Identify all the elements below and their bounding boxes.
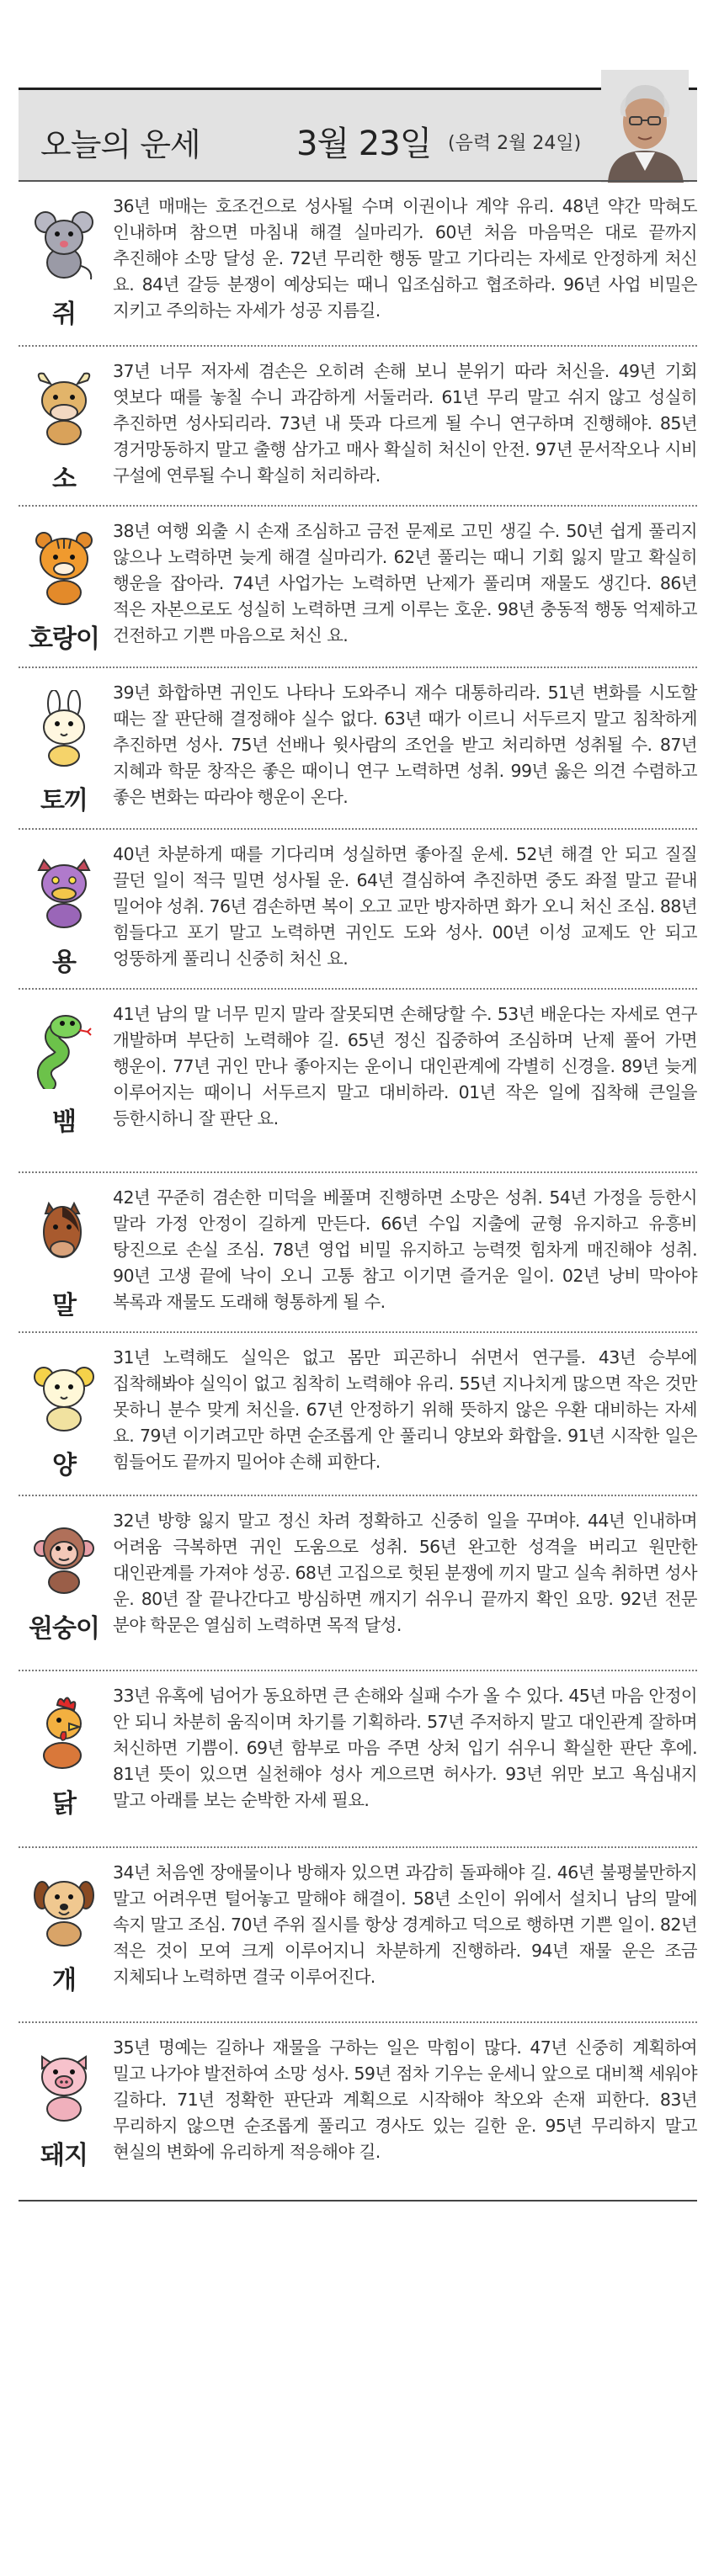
animal-cell xyxy=(19,668,109,828)
author-portrait xyxy=(601,70,689,183)
zodiac-row-tiger xyxy=(19,507,697,668)
fortune-text: 38년 여행 외출 시 손재 조심하고 금전 문제로 고민 생길 수. 50년 쉽게 풀리지 않으나 노력하면 늦게 해결 실마리가. 62년 풀리는 때니 기회 잃지 말고 확실히 행운을 잡아라. 74년 사업가는 노력하면 난제가 풀리며 재물도 생긴다. 86년 적은 자본으로도 성실히 노력하면 크게 이루는 호운. 98년 충동적 행동 억제하고 건전하고 기쁜 마음으로 처신 요. xyxy=(113,521,697,645)
snake-icon xyxy=(32,1012,96,1089)
monkey-icon xyxy=(32,1518,96,1596)
animal-name: 쥐 xyxy=(52,300,76,329)
animal-cell xyxy=(19,990,109,1171)
zodiac-row-monkey xyxy=(19,1496,697,1671)
date-label: 3월 23일 xyxy=(296,125,432,163)
fortune-text: 40년 차분하게 때를 기다리며 성실하면 좋아질 운세. 52년 해결 안 되고 질질 끌던 일이 적극 밀면 성사될 운. 64년 결심하여 추진하면 중도 좌절 말고 끝내 밀어야 성취. 76년 겸손하면 복이 오고 교만 방자하면 화가 오니 처신 조심. 88년 힘들다고 포기 말고 노력하면 귀인도 도와 성사. 00년 이성 교제도 안 되고 엉뚱하게 풀리니 신중히 처신 요. xyxy=(113,844,697,969)
rat-icon xyxy=(32,204,96,281)
fortune-text: 33년 유혹에 넘어가 동요하면 큰 손해와 실패 수가 올 수 있다. 45년 마음 안정이 안 되니 차분히 움직이며 차기를 기획하라. 57년 주저하지 말고 대인관계 잘하며 처신하면 기쁨이. 69년 함부로 마음 주면 상처 입기 쉬우니 확실한 판단 후에. 81년 뜻이 있으면 실천해야 성사 게으르면 허사가. 93년 위만 보고 욕심내지 말고 아래를 보는 순박한 자세 필요. xyxy=(113,1686,697,1810)
sheep-icon xyxy=(32,1355,96,1432)
rabbit-icon xyxy=(32,690,96,767)
page-title: 오늘의 운세 xyxy=(40,126,200,163)
animal-name: 닭 xyxy=(52,1789,76,1819)
fortune-text: 35년 명예는 길하나 재물을 구하는 일은 막힘이 많다. 47년 신중히 계획하여 밀고 나가야 발전하여 소망 성사. 59년 점차 기우는 운세니 앞으로 대비책 세워야 길하다. 71년 정확한 판단과 계획으로 시작해야 착오와 손재 피한다. 83년 무리하지 않으면 순조롭게 풀리고 경사도 있는 길한 운. 95년 무리하지 말고 현실의 변화에 유리하게 적응해야 길. xyxy=(113,2037,697,2162)
zodiac-row-dragon xyxy=(19,830,697,990)
fortune-text: 37년 너무 저자세 겸손은 오히려 손해 보니 분위기 따라 처신을. 49년 기회 엿보다 때를 놓칠 수니 과감하게 서둘러라. 61년 무리 말고 쉬지 않고 성실히 추진하면 성사되리라. 73년 내 뜻과 다르게 될 수니 연구하며 진행해야. 85년 경거망동하지 말고 출행 삼가고 매사 확실히 처신이 안전. 97년 문서작오나 시비 구설에 연루될 수니 확실히 처리하라. xyxy=(113,361,697,486)
fortune-text: 31년 노력해도 실익은 없고 몸만 피곤하니 쉬면서 연구를. 43년 승부에 집착해봐야 실익이 없고 침착히 노력해야 유리. 55년 지나치게 많으면 작은 것만 못하니 분수 맞게 처신을. 67년 안정하기 위해 뜻하지 않은 우환 대비하는 자세 요. 79년 이기려고만 하면 순조롭게 안 풀리니 양보와 화합을. 91년 시작한 일은 힘들어도 끝까지 밀어야 손해 피한다. xyxy=(113,1347,697,1472)
animal-name: 양 xyxy=(52,1451,76,1480)
fortune-text: 42년 꾸준히 겸손한 미덕을 베풀며 진행하면 소망은 성취. 54년 가정을 등한시 말라 가정 안정이 길하게 만든다. 66년 수입 지출에 균형 유지하고 유흥비 탕진으로 손실 조심. 78년 영업 비밀 유지하고 능력껏 힘차게 매진해야 성취. 90년 고생 끝에 낙이 오니 고통 참고 이기면 즐거운 일이. 02년 낭비 막아야 복록과 재물도 도래해 형통하게 될 수. xyxy=(113,1187,697,1312)
header-bar xyxy=(19,88,697,180)
animal-name: 원숭이 xyxy=(29,1614,99,1644)
animal-cell xyxy=(19,182,109,345)
author-portrait-svg xyxy=(601,70,689,183)
animal-name: 토끼 xyxy=(40,786,88,815)
animal-cell xyxy=(19,830,109,988)
fortune-text: 34년 처음엔 장애물이나 방해자 있으면 과감히 돌파해야 길. 46년 불평불만하지 말고 어려우면 털어놓고 말해야 해결이. 58년 소인이 위에서 설치니 남의 말에 속지 말고 조심. 70년 주위 질시를 항상 경계하고 덕으로 행하면 기쁜 일이. 82년 적은 것이 모여 크게 이루어지니 차분하게 진행하라. 94년 재물 운은 조금 지체되나 노력하면 결국 이루어진다. xyxy=(113,1862,697,1987)
fortune-text: 32년 방향 잃지 말고 정신 차려 정확하고 신중히 일을 꾸며야. 44년 인내하며 어려움 극복하면 귀인 도움으로 성취. 56년 완고한 성격을 버리고 원만한 대인관계를 가져야 성공. 68년 고집으로 헛된 분쟁에 끼지 말고 실속 취하면 성사 운. 80년 잘 끝나간다고 방심하면 깨지기 쉬우니 끝까지 확인 요망. 92년 전문 분야 학문은 열심히 노력하면 목적 달성. xyxy=(113,1511,697,1635)
animal-cell xyxy=(19,1671,109,1846)
rooster-icon xyxy=(32,1693,96,1771)
zodiac-row-snake xyxy=(19,990,697,1173)
dragon-icon xyxy=(32,852,96,929)
zodiac-row-rabbit xyxy=(19,668,697,830)
animal-name: 개 xyxy=(52,1966,76,1995)
zodiac-row-rat xyxy=(19,182,697,347)
zodiac-row-pig xyxy=(19,2023,697,2202)
horse-icon xyxy=(32,1195,96,1272)
animal-name: 소 xyxy=(52,465,76,494)
animal-cell xyxy=(19,1333,109,1495)
animal-name: 용 xyxy=(52,948,76,977)
zodiac-row-ox xyxy=(19,347,697,507)
zodiac-row-sheep xyxy=(19,1333,697,1496)
zodiac-row-dog xyxy=(19,1848,697,2023)
animal-name: 뱀 xyxy=(52,1107,76,1137)
fortune-text: 39년 화합하면 귀인도 나타나 도와주니 재수 대통하리라. 51년 변화를 시도할 때는 잘 판단해 결정해야 실수 없다. 63년 때가 이르니 서두르지 말고 침착하게 추진하면 성사. 75년 선배나 윗사람의 조언을 받고 처리하면 성취될 수. 87년 지혜과 학문 창작은 좋은 때이니 연구 노력하면 성취. 99년 옳은 의견 수렴하고 좋은 변화는 따라야 행운이 온다. xyxy=(113,683,697,807)
tiger-icon xyxy=(32,528,96,606)
animal-cell xyxy=(19,1173,109,1331)
ox-icon xyxy=(32,369,96,446)
fortune-text: 36년 매매는 호조건으로 성사될 수며 이권이나 계약 유리. 48년 약간 막혀도 인내하며 참으면 마침내 해결 실마리가. 60년 처음 마음먹은 대로 끝까지 추진해야 소망 달성 운. 72년 무리한 행동 말고 기다리는 자세로 안정하게 처신 요. 84년 갈등 분쟁이 예상되는 때니 입조심하고 협조하라. 96년 사업 비밀은 지키고 주의하는 자세가 성공 지름길. xyxy=(113,196,697,321)
animal-cell xyxy=(19,1496,109,1670)
dog-icon xyxy=(32,1870,96,1947)
zodiac-row-rooster xyxy=(19,1671,697,1848)
animal-cell xyxy=(19,347,109,505)
zodiac-row-horse xyxy=(19,1173,697,1333)
lunar-date-label: (음력 2월 24일) xyxy=(448,133,582,154)
animal-cell xyxy=(19,507,109,667)
animal-cell xyxy=(19,2023,109,2200)
fortune-text: 41년 남의 말 너무 믿지 말라 잘못되면 손해당할 수. 53년 배운다는 자세로 연구 개발하며 부단히 노력해야 길. 65년 정신 집중하여 조심하며 난제 풀어 가면 행운이. 77년 귀인 만나 좋아지는 운이니 대인관계에 각별히 신경을. 89년 늦게 이루어지는 때이니 서두르지 말고 대비하라. 01년 작은 일에 집착해 큰일을 등한시하니 잘 판단 요. xyxy=(113,1004,697,1129)
animal-name: 돼지 xyxy=(40,2141,88,2170)
animal-name: 호랑이 xyxy=(29,624,99,654)
animal-name: 말 xyxy=(52,1291,76,1320)
animal-cell xyxy=(19,1848,109,2021)
pig-icon xyxy=(32,2045,96,2122)
